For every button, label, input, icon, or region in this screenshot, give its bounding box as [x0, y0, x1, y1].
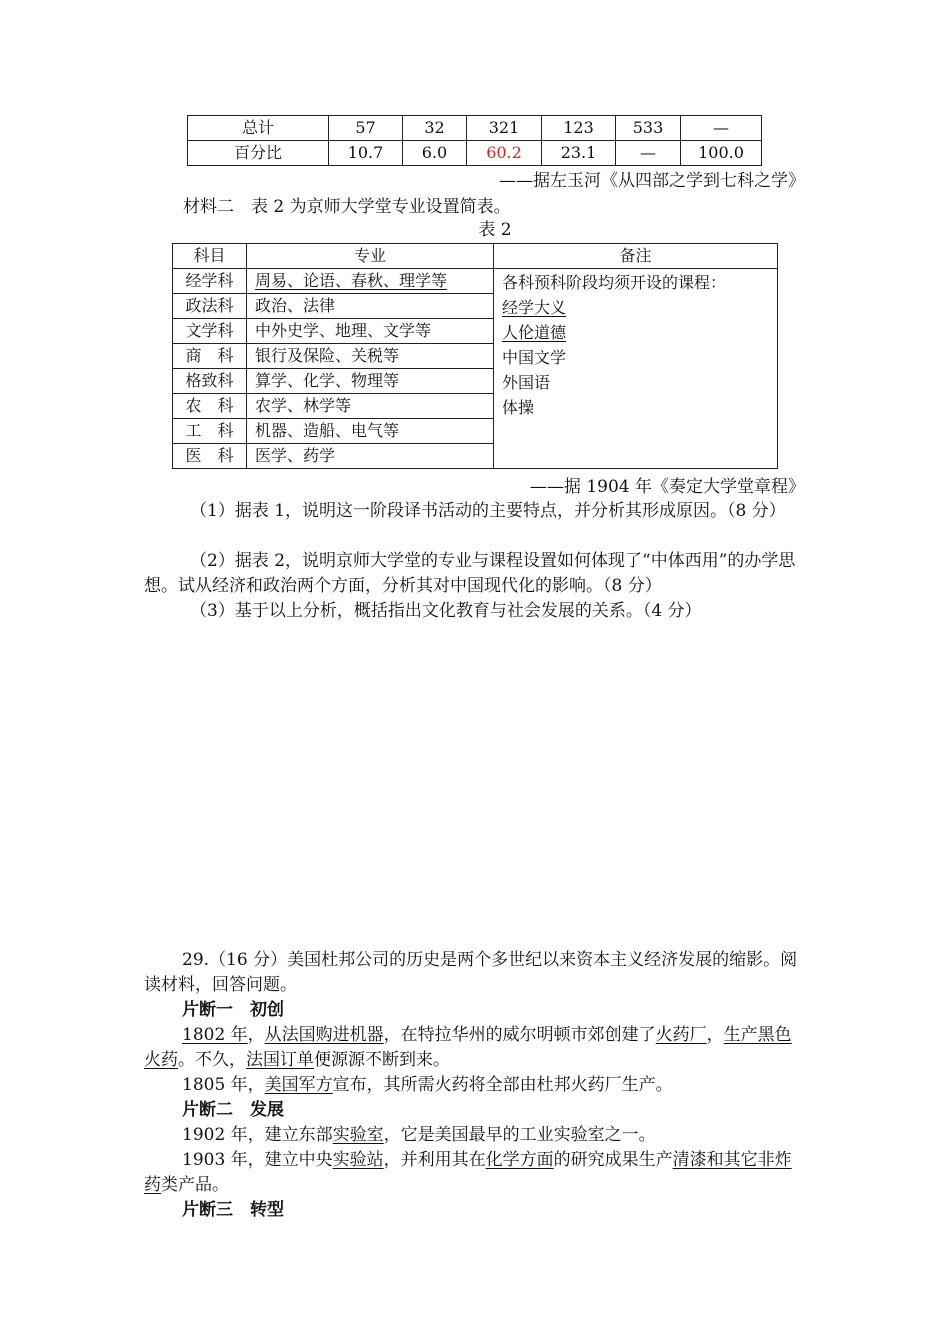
subject-cell: 政法科	[173, 294, 247, 319]
university-majors-table	[172, 243, 778, 469]
notes-cell	[494, 269, 778, 469]
subject-cell: 经学科	[173, 269, 247, 294]
segment2-title: 片断二 发展	[182, 1100, 284, 1120]
table-row	[188, 141, 762, 166]
segment1-title: 片断一 初创	[182, 1000, 284, 1020]
column-header: 科目	[173, 244, 247, 269]
major-cell: 周易、论语、春秋、理学等	[247, 269, 494, 294]
table-cell: 32	[403, 116, 467, 141]
table-row	[173, 269, 778, 294]
material2-intro: 材料二 表 2 为京师大学堂专业设置简表。	[183, 197, 511, 217]
table-cell: 百分比	[188, 141, 329, 166]
table2-caption: 表 2	[478, 220, 512, 240]
table-cell: 57	[329, 116, 403, 141]
table-cell: —	[681, 116, 762, 141]
subject-cell: 格致科	[173, 369, 247, 394]
table-cell: 533	[616, 116, 681, 141]
table-row	[188, 116, 762, 141]
table-cell: —	[616, 141, 681, 166]
table-header-row	[173, 244, 778, 269]
table-cell: 6.0	[403, 141, 467, 166]
notes-line: 人伦道德	[502, 323, 567, 342]
table-cell: 10.7	[329, 141, 403, 166]
segment1-paragraph2: 1805 年，美国军方宣布，其所需火药将全部由杜邦火药厂生产。	[182, 1075, 673, 1095]
major-cell: 政治、法律	[247, 294, 494, 319]
table-cell: 总计	[188, 116, 329, 141]
table-cell: 123	[542, 116, 616, 141]
table-cell: 321	[467, 116, 542, 141]
translation-stats-table	[187, 115, 762, 166]
column-header: 专业	[247, 244, 494, 269]
major-cell: 农学、林学等	[247, 394, 494, 419]
subject-cell: 农 科	[173, 394, 247, 419]
table1-source: ——据左玉河《从四部之学到七科之学》	[499, 171, 805, 191]
table-cell-highlight: 60.2	[467, 141, 542, 166]
question-2: （2）据表 2，说明京师大学堂的专业与课程设置如何体现了“中体西用”的办学思想。试从经济和政治两个方面，分析其对中国现代化的影响。（8 分）	[144, 551, 796, 596]
major-cell: 机器、造船、电气等	[247, 419, 494, 444]
subject-cell: 文学科	[173, 319, 247, 344]
segment2-paragraph1: 1902 年，建立东部实验室，它是美国最早的工业实验室之一。	[182, 1125, 656, 1145]
table2-source: ——据 1904 年《奏定大学堂章程》	[529, 477, 805, 497]
major-cell: 医学、药学	[247, 444, 494, 469]
question-1: （1）据表 1，说明这一阶段译书活动的主要特点，并分析其形成原因。（8 分）	[190, 501, 786, 521]
segment2-paragraph2: 1903 年，建立中央实验站，并利用其在化学方面的研究成果生产清漆和其它非炸药类产品。	[144, 1150, 792, 1195]
subject-cell: 商 科	[173, 344, 247, 369]
table-cell: 100.0	[681, 141, 762, 166]
major-cell: 银行及保险、关税等	[247, 344, 494, 369]
segment1-paragraph1: 1802 年，从法国购进机器，在特拉华州的威尔明顿市郊创建了火药厂，生产黑色火药。不久，法国订单便源源不断到来。	[144, 1025, 792, 1070]
notes-line: 中国文学	[502, 348, 567, 367]
notes-line: 各科预科阶段均须开设的课程：	[502, 273, 727, 292]
q29-intro: 29.（16 分）美国杜邦公司的历史是两个多世纪以来资本主义经济发展的缩影。阅读材料，回答问题。	[144, 950, 798, 995]
segment3-title: 片断三 转型	[182, 1200, 284, 1220]
notes-line: 经学大义	[502, 298, 567, 317]
major-cell: 中外史学、地理、文学等	[247, 319, 494, 344]
column-header: 备注	[494, 244, 778, 269]
subject-cell: 工 科	[173, 419, 247, 444]
major-cell: 算学、化学、物理等	[247, 369, 494, 394]
notes-line: 外国语	[502, 373, 551, 392]
subject-cell: 医 科	[173, 444, 247, 469]
question-3: （3）基于以上分析，概括指出文化教育与社会发展的关系。（4 分）	[190, 601, 702, 621]
notes-line: 体操	[502, 398, 535, 417]
table-cell: 23.1	[542, 141, 616, 166]
